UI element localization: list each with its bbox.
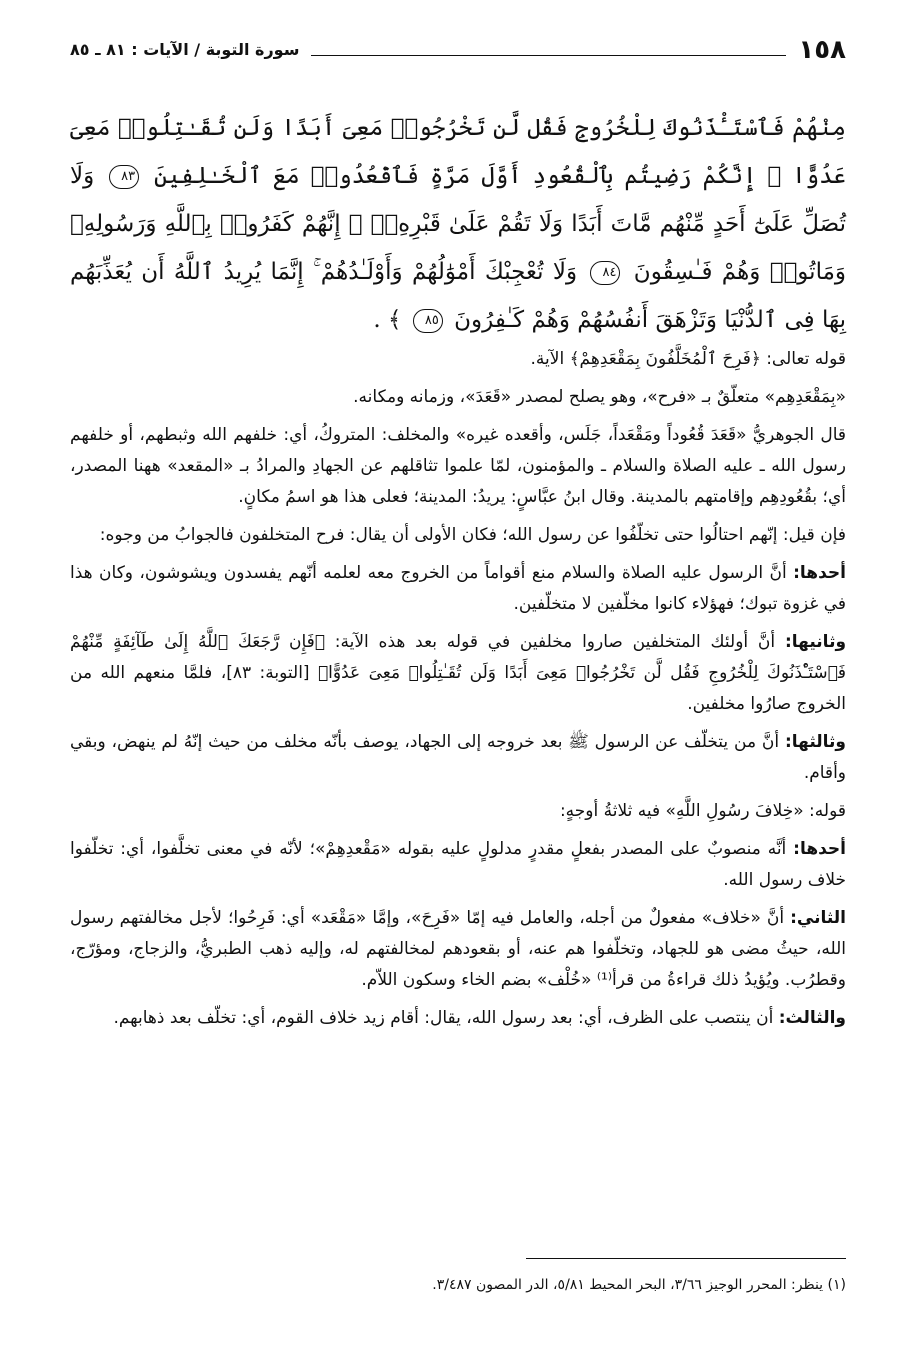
running-title: سورة التوبة / الآيات : ٨١ ـ ٨٥ (70, 40, 300, 59)
paragraph-lead: أحدها: (793, 563, 846, 583)
quran-verses (70, 104, 846, 344)
paragraph-lead: والثالث: (778, 1008, 846, 1028)
paragraph-text: قوله: «خِلافَ رسُولِ اللَّهِ» فيه ثلاثةُ أوجهٍ: (559, 801, 846, 821)
paragraph-text: أن ينتصب على الظرف، أي: بعد رسول الله، يقال: أقام زيد خلاف القوم، أي: تخلّف بعد ذهابهم. (113, 1008, 774, 1028)
commentary-paragraph (70, 558, 846, 620)
verse-closing-bracket: ﴾ . (373, 307, 402, 333)
verse-text: مِنْهُمْ فَٱسْتَـْٔذَنُوكَ لِلْخُرُوجِ فَقُل لَّن تَخْرُجُوا۟ مَعِىَ أَبَدًا وَلَن تُقَـٰتِلُوا۟ مَعِىَ عَدُوًّا ۖ إِنَّكُمْ رَضِيتُم بِٱلْقُعُودِ أَوَّلَ مَرَّةٍ فَٱقْعُدُوا۟ مَعَ ٱلْخَـٰلِفِينَ (70, 115, 847, 189)
ayah-number-marker: ٨٥ (413, 309, 443, 333)
paragraph-lead: أحدها: (793, 839, 847, 859)
ayah-number-marker: ٨٣ (109, 165, 139, 189)
commentary-paragraph (70, 420, 846, 513)
page-number: ١٥٨ (798, 35, 846, 65)
footnote: (١) ينظر: المحرر الوجيز ٣/٦٦، البحر المحيط ٥/٨١، الدر المصون ٣/٤٨٧. (432, 1277, 846, 1293)
verse-text: وَلَا تُعْجِبْكَ أَمْوَٰلُهُمْ وَأَوْلَـٰدُهُمْ ۚ إِنَّمَا يُرِيدُ ٱللَّهُ أَن يُعَذِّبَهُم بِهَا فِى ٱلدُّنْيَا وَتَزْهَقَ أَنفُسُهُمْ وَهُمْ كَـٰفِرُونَ (70, 259, 846, 333)
paragraph-text: أنَّ من يتخلّف عن الرسول ﷺ بعد خروجه إلى الجهاد، يوصف بأنّه مخلف من حيث إنّهُ لم ينهض، وبقي وأقام. (70, 732, 846, 783)
commentary-paragraph (70, 727, 846, 789)
paragraph-text: قوله تعالى: ﴿فَرِحَ ٱلْمُخَلَّفُونَ بِمَقْعَدِهِمْ﴾ الآية. (530, 349, 846, 369)
commentary-paragraph (70, 834, 846, 896)
commentary-paragraph (70, 796, 846, 827)
page-header (70, 30, 846, 70)
paragraph-text: أنَّ «خلاف» مفعولٌ من أجله، والعامل فيه إمّا «فَرِحَ»، وإمَّا «مَقْعَد» أي: فَرِحُوا؛ لأجل مخالفتهم رسول الله، حيثُ مضى هو للجهاد، وتخلّفوا هم عنه، أو بقعودهم لمخالفتهم له، وإليه ذهب الطبريُّ، والزجاج، ومؤرّج، وقطرُب. ويُؤيدُ ذلك قراءةُ من قرأ⁽¹⁾ «خُلْف» بضم الخاء وسكون اللاّم. (70, 908, 846, 990)
header-rule (311, 55, 786, 56)
paragraph-lead: وثانيها: (784, 632, 847, 652)
ayah-number-marker: ٨٤ (590, 261, 620, 285)
commentary-paragraph (70, 1003, 846, 1034)
commentary-paragraph (70, 344, 846, 375)
paragraph-text: «بِمَقْعَدِهِم» متعلّقٌ بـ «فرح»، وهو يصلح لمصدر «قَعَدَ»، وزمانه ومكانه. (353, 387, 846, 407)
paragraph-text: أنَّه منصوبٌ على المصدر بفعلٍ مقدرٍ مدلولٍ عليه بقوله «مَقْعدِهِمْ»؛ لأنّه في معنى تخلَّفوا، أي: تخلّفوا خلاف رسول الله. (70, 839, 846, 890)
commentary-paragraph (70, 382, 846, 413)
paragraph-text: أنَّ أولئك المتخلفين صاروا مخلفين في قوله بعد هذه الآية: ﴿فَإِن رَّجَعَكَ ٱللَّهُ إِلَىٰ طَآئِفَةٍ مِّنْهُمْ فَٱسْتَـْٔذَنُوكَ لِلْخُرُوجِ فَقُل لَّن تَخْرُجُوا۟ مَعِىَ أَبَدًا وَلَن تُقَـٰتِلُوا۟ مَعِىَ عَدُوًّا﴾ [التوبة: ٨٣]، فلمَّا منعهم الله من الخروج صارُوا مخلفين. (70, 632, 846, 714)
footnote-separator (526, 1258, 846, 1259)
book-page (70, 30, 846, 1350)
commentary-paragraph (70, 903, 846, 996)
paragraph-lead: الثاني: (790, 908, 847, 928)
paragraph-lead: وثالثها: (784, 732, 846, 752)
paragraph-text: أنَّ الرسول عليه الصلاة والسلام منع أقواماً من الخروج معه لعلمه أنّهم يفسدون ويشوشون، وكان هذا في غزوة تبوك؛ فهؤلاء كانوا مخلّفين لا متخلّفين. (70, 563, 846, 614)
commentary-paragraph (70, 627, 846, 720)
commentary (70, 344, 846, 1034)
paragraph-text: قال الجوهريُّ «قَعَدَ قُعُوداً ومَقْعَداً، جَلَس، وأقعده غيره» والمخلف: المتروكُ، أي: خلفهم الله وثبطهم، أو خلفهم رسول الله ـ عليه الصلاة والسلام ـ والمؤمنون، لمّا علموا تثاقلهم عن الجهادِ والمرادُ بـ «المقعد» ههنا المصدر، أي؛ بقُعُودِهِم وإقامتهم بالمدينة. وقال ابنُ عبَّاسٍ: يريدُ: المدينة؛ فعلى هذا هو اسمُ مكانٍ. (70, 425, 846, 507)
paragraph-text: فإن قيل: إنّهم احتالُوا حتى تخلّفُوا عن رسول الله؛ فكان الأولى أن يقال: فرح المتخلفون فالجوابُ من وجوه: (99, 525, 846, 545)
verse-text: وَلَا تُصَلِّ عَلَىٰٓ أَحَدٍ مِّنْهُم مَّاتَ أَبَدًا وَلَا تَقُمْ عَلَىٰ قَبْرِهِۦٓ ۖ إِنَّهُمْ كَفَرُوا۟ بِٱللَّهِ وَرَسُولِهِۦ وَمَاتُوا۟ وَهُمْ فَـٰسِقُونَ (70, 163, 847, 285)
commentary-paragraph (70, 520, 846, 551)
